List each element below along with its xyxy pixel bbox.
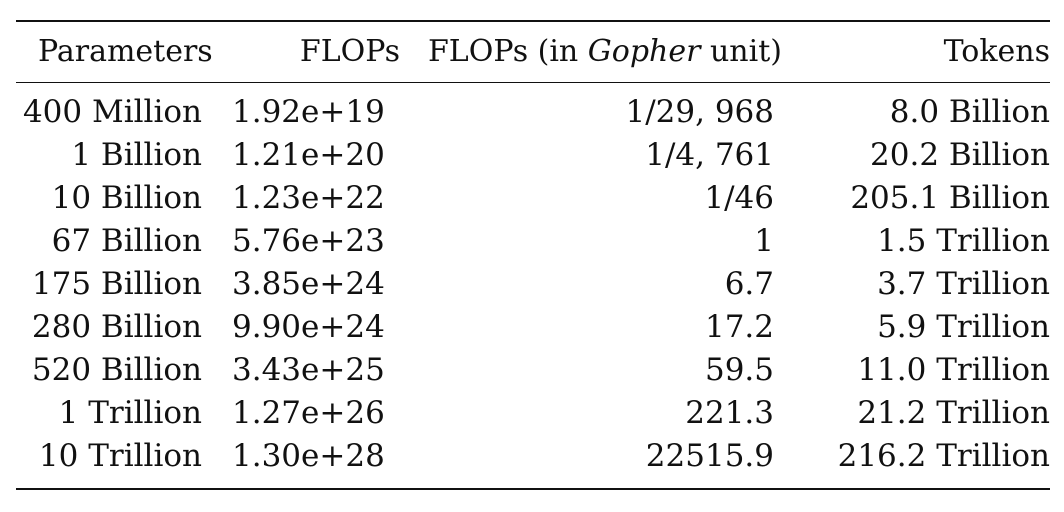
- cell-flops: 1.92e+19: [232, 94, 385, 130]
- cell-flops: 1.27e+26: [232, 395, 385, 431]
- cell-parameters: 1 Trillion: [58, 395, 202, 431]
- header-row: [16, 22, 1050, 82]
- cell-tokens: 3.7 Trillion: [877, 266, 1050, 302]
- cell-parameters: 10 Billion: [51, 180, 202, 216]
- compute-table: [16, 20, 1050, 490]
- table-bottom-rule: [16, 488, 1050, 490]
- table-row: [16, 83, 1050, 134]
- table-row: [16, 134, 1050, 177]
- cell-flops: 5.76e+23: [232, 223, 385, 259]
- cell-flops: 1.23e+22: [232, 180, 385, 216]
- cell-flops: 9.90e+24: [232, 309, 385, 345]
- table-row: [16, 220, 1050, 263]
- cell-flops-gopher: 221.3: [685, 395, 774, 431]
- cell-parameters: 67 Billion: [51, 223, 202, 259]
- cell-tokens: 20.2 Billion: [870, 137, 1050, 173]
- cell-parameters: 10 Trillion: [38, 438, 202, 474]
- header-flops-gopher-suffix: unit): [700, 34, 782, 69]
- header-tokens: Tokens: [943, 34, 1050, 69]
- table-body: [16, 83, 1050, 488]
- cell-flops-gopher: 6.7: [724, 266, 774, 302]
- table-header: [16, 22, 1050, 82]
- cell-flops: 1.30e+28: [232, 438, 385, 474]
- header-flops-gopher-prefix: FLOPs (in: [427, 34, 588, 69]
- table-row: [16, 177, 1050, 220]
- cell-tokens: 216.2 Trillion: [837, 438, 1050, 474]
- header-flops-gopher: [402, 22, 790, 82]
- cell-tokens: 5.9 Trillion: [877, 309, 1050, 345]
- cell-tokens: 21.2 Trillion: [857, 395, 1050, 431]
- cell-flops-gopher: 1/29, 968: [625, 94, 774, 130]
- cell-flops: 3.85e+24: [232, 266, 385, 302]
- table-row: [16, 392, 1050, 435]
- cell-flops-gopher: 17.2: [704, 309, 774, 345]
- cell-flops-gopher: 1/4, 761: [645, 137, 774, 173]
- cell-flops-gopher: 1: [754, 223, 774, 259]
- cell-tokens: 1.5 Trillion: [877, 223, 1050, 259]
- data-table: [16, 22, 1050, 82]
- table-row: [16, 435, 1050, 488]
- cell-parameters: 175 Billion: [31, 266, 202, 302]
- cell-parameters: 1 Billion: [71, 137, 202, 173]
- cell-tokens: 205.1 Billion: [850, 180, 1050, 216]
- header-parameters: Parameters: [38, 34, 213, 69]
- cell-tokens: 11.0 Trillion: [857, 352, 1050, 388]
- header-flops: FLOPs: [299, 34, 400, 69]
- table-row: [16, 263, 1050, 306]
- cell-parameters: 520 Billion: [31, 352, 202, 388]
- table-row: [16, 306, 1050, 349]
- cell-parameters: 400 Million: [22, 94, 202, 130]
- cell-flops: 1.21e+20: [232, 137, 385, 173]
- cell-tokens: 8.0 Billion: [889, 94, 1050, 130]
- cell-flops-gopher: 1/46: [704, 180, 774, 216]
- cell-flops-gopher: 59.5: [704, 352, 774, 388]
- cell-flops-gopher: 22515.9: [645, 438, 774, 474]
- cell-flops: 3.43e+25: [232, 352, 385, 388]
- cell-parameters: 280 Billion: [31, 309, 202, 345]
- table-row: [16, 349, 1050, 392]
- header-flops-gopher-italic: Gopher: [587, 34, 701, 69]
- data-table-body: [16, 83, 1050, 488]
